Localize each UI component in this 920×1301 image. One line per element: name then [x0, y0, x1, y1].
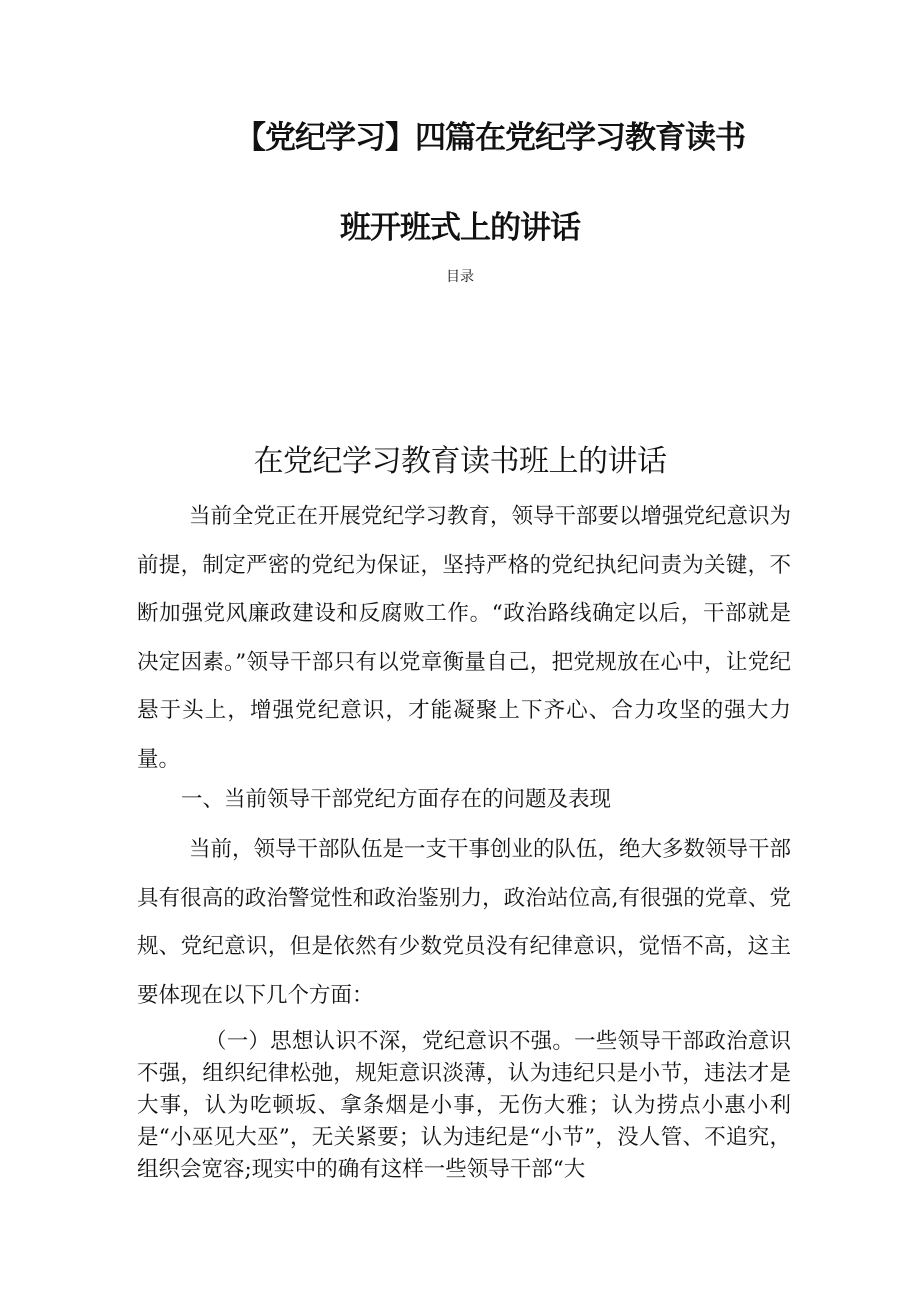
- body-paragraph-3: （一）思想认识不深，党纪意识不强。一些领导干部政治意识不强，组织纪律松弛，规矩意识淡薄，认为违纪只是小节，违法才是大事，认为吃顿坂、拿条烟是小事，无伤大雅；认为捞点小惠小利是“小巫见大巫”，无关紧要；认为违纪是“小节”，没人管、不追究，组织会宽容;现实中的确有这样一些领导干部“大: [137, 1029, 791, 1182]
- table-of-contents-label: 目录: [446, 269, 474, 285]
- subheading-1: 一、当前领导干部党纪方面存在的问题及表现: [181, 787, 612, 812]
- title-line-1: 【党纪学习】四篇在党纪学习教育读书: [235, 120, 745, 156]
- title-line-2: 班开班式上的讲话: [340, 210, 580, 246]
- body-paragraph-1: 当前全党正在开展党纪学习教育，领导干部要以增强党纪意识为前提，制定严密的党纪为保证，坚持严格的党纪执纪问责为关键，不断加强党风廉政建设和反腐败工作。“政治路线确定以后，干部就是决定因素。”领导干部只有以党章衡量自己，把党规放在心中，让党纪悬于头上，增强党纪意识，才能凝聚上下齐心、合力攻坚的强大力量。: [137, 504, 792, 772]
- section-heading: 在党纪学习教育读书班上的讲话: [253, 444, 667, 479]
- body-paragraph-2: 当前，领导干部队伍是一支干事创业的队伍，绝大多数领导干部具有很高的政治警觉性和政治鉴别力，政治站位高,有很强的党章、党规、党纪意识，但是依然有少数党员没有纪律意识，觉悟不高，这主要体现在以下几个方面：: [137, 837, 792, 1008]
